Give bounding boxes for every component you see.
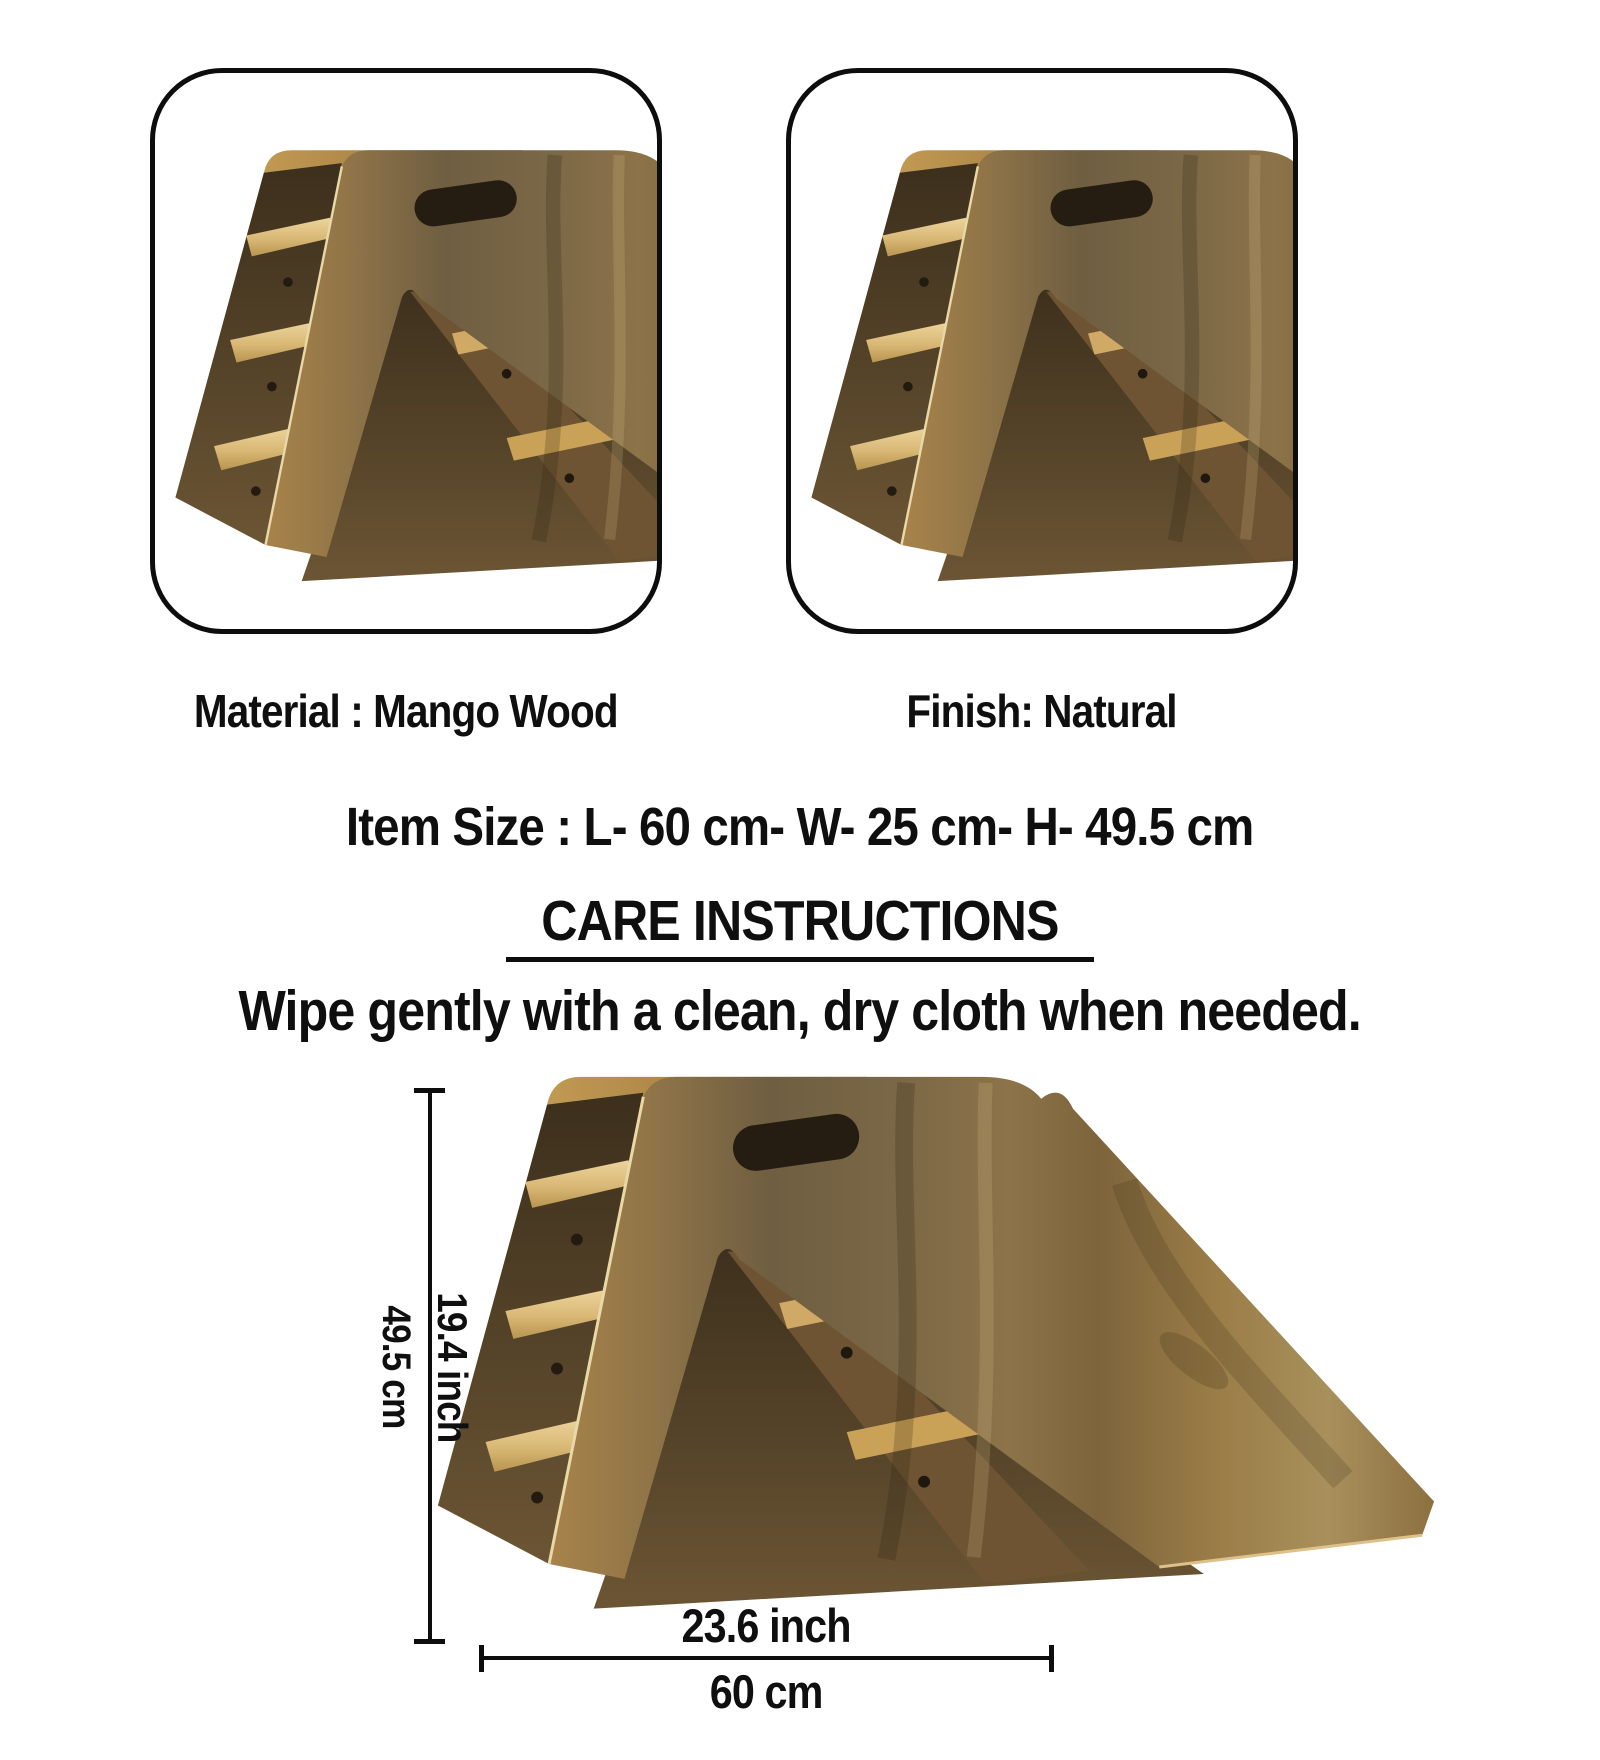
care-heading-text: CARE INSTRUCTIONS	[541, 889, 1059, 953]
material-caption	[150, 684, 662, 738]
width-label-cm: 60 cm	[709, 1665, 823, 1718]
height-label-cm: 49.5 cm	[374, 1305, 418, 1429]
step-stool-image	[169, 139, 662, 601]
step-stool-image	[805, 139, 1298, 601]
care-instructions-text	[0, 978, 1600, 1044]
product-card-finish	[786, 68, 1298, 634]
material-caption-text: Material : Mango Wood	[194, 685, 618, 737]
product-card-material	[150, 68, 662, 634]
width-label-inch: 23.6 inch	[681, 1599, 851, 1652]
width-dimension-line	[481, 1656, 1053, 1660]
height-dimension-cap-bottom	[414, 1639, 445, 1644]
finish-caption-text: Finish: Natural	[906, 685, 1178, 737]
width-dimension-cap-right	[1049, 1645, 1054, 1672]
height-label-inch: 19.4 inch	[429, 1291, 476, 1443]
width-dimension-cap-left	[479, 1645, 484, 1672]
care-text: Wipe gently with a clean, dry cloth when needed.	[238, 979, 1362, 1043]
step-stool-dimension-image	[430, 1063, 1442, 1633]
height-dimension-cap-top	[414, 1088, 445, 1093]
item-size-text: Item Size : L- 60 cm- W- 25 cm- H- 49.5 cm	[346, 797, 1254, 857]
item-size-line	[0, 796, 1600, 858]
care-instructions-heading	[0, 888, 1600, 962]
finish-caption	[786, 684, 1298, 738]
